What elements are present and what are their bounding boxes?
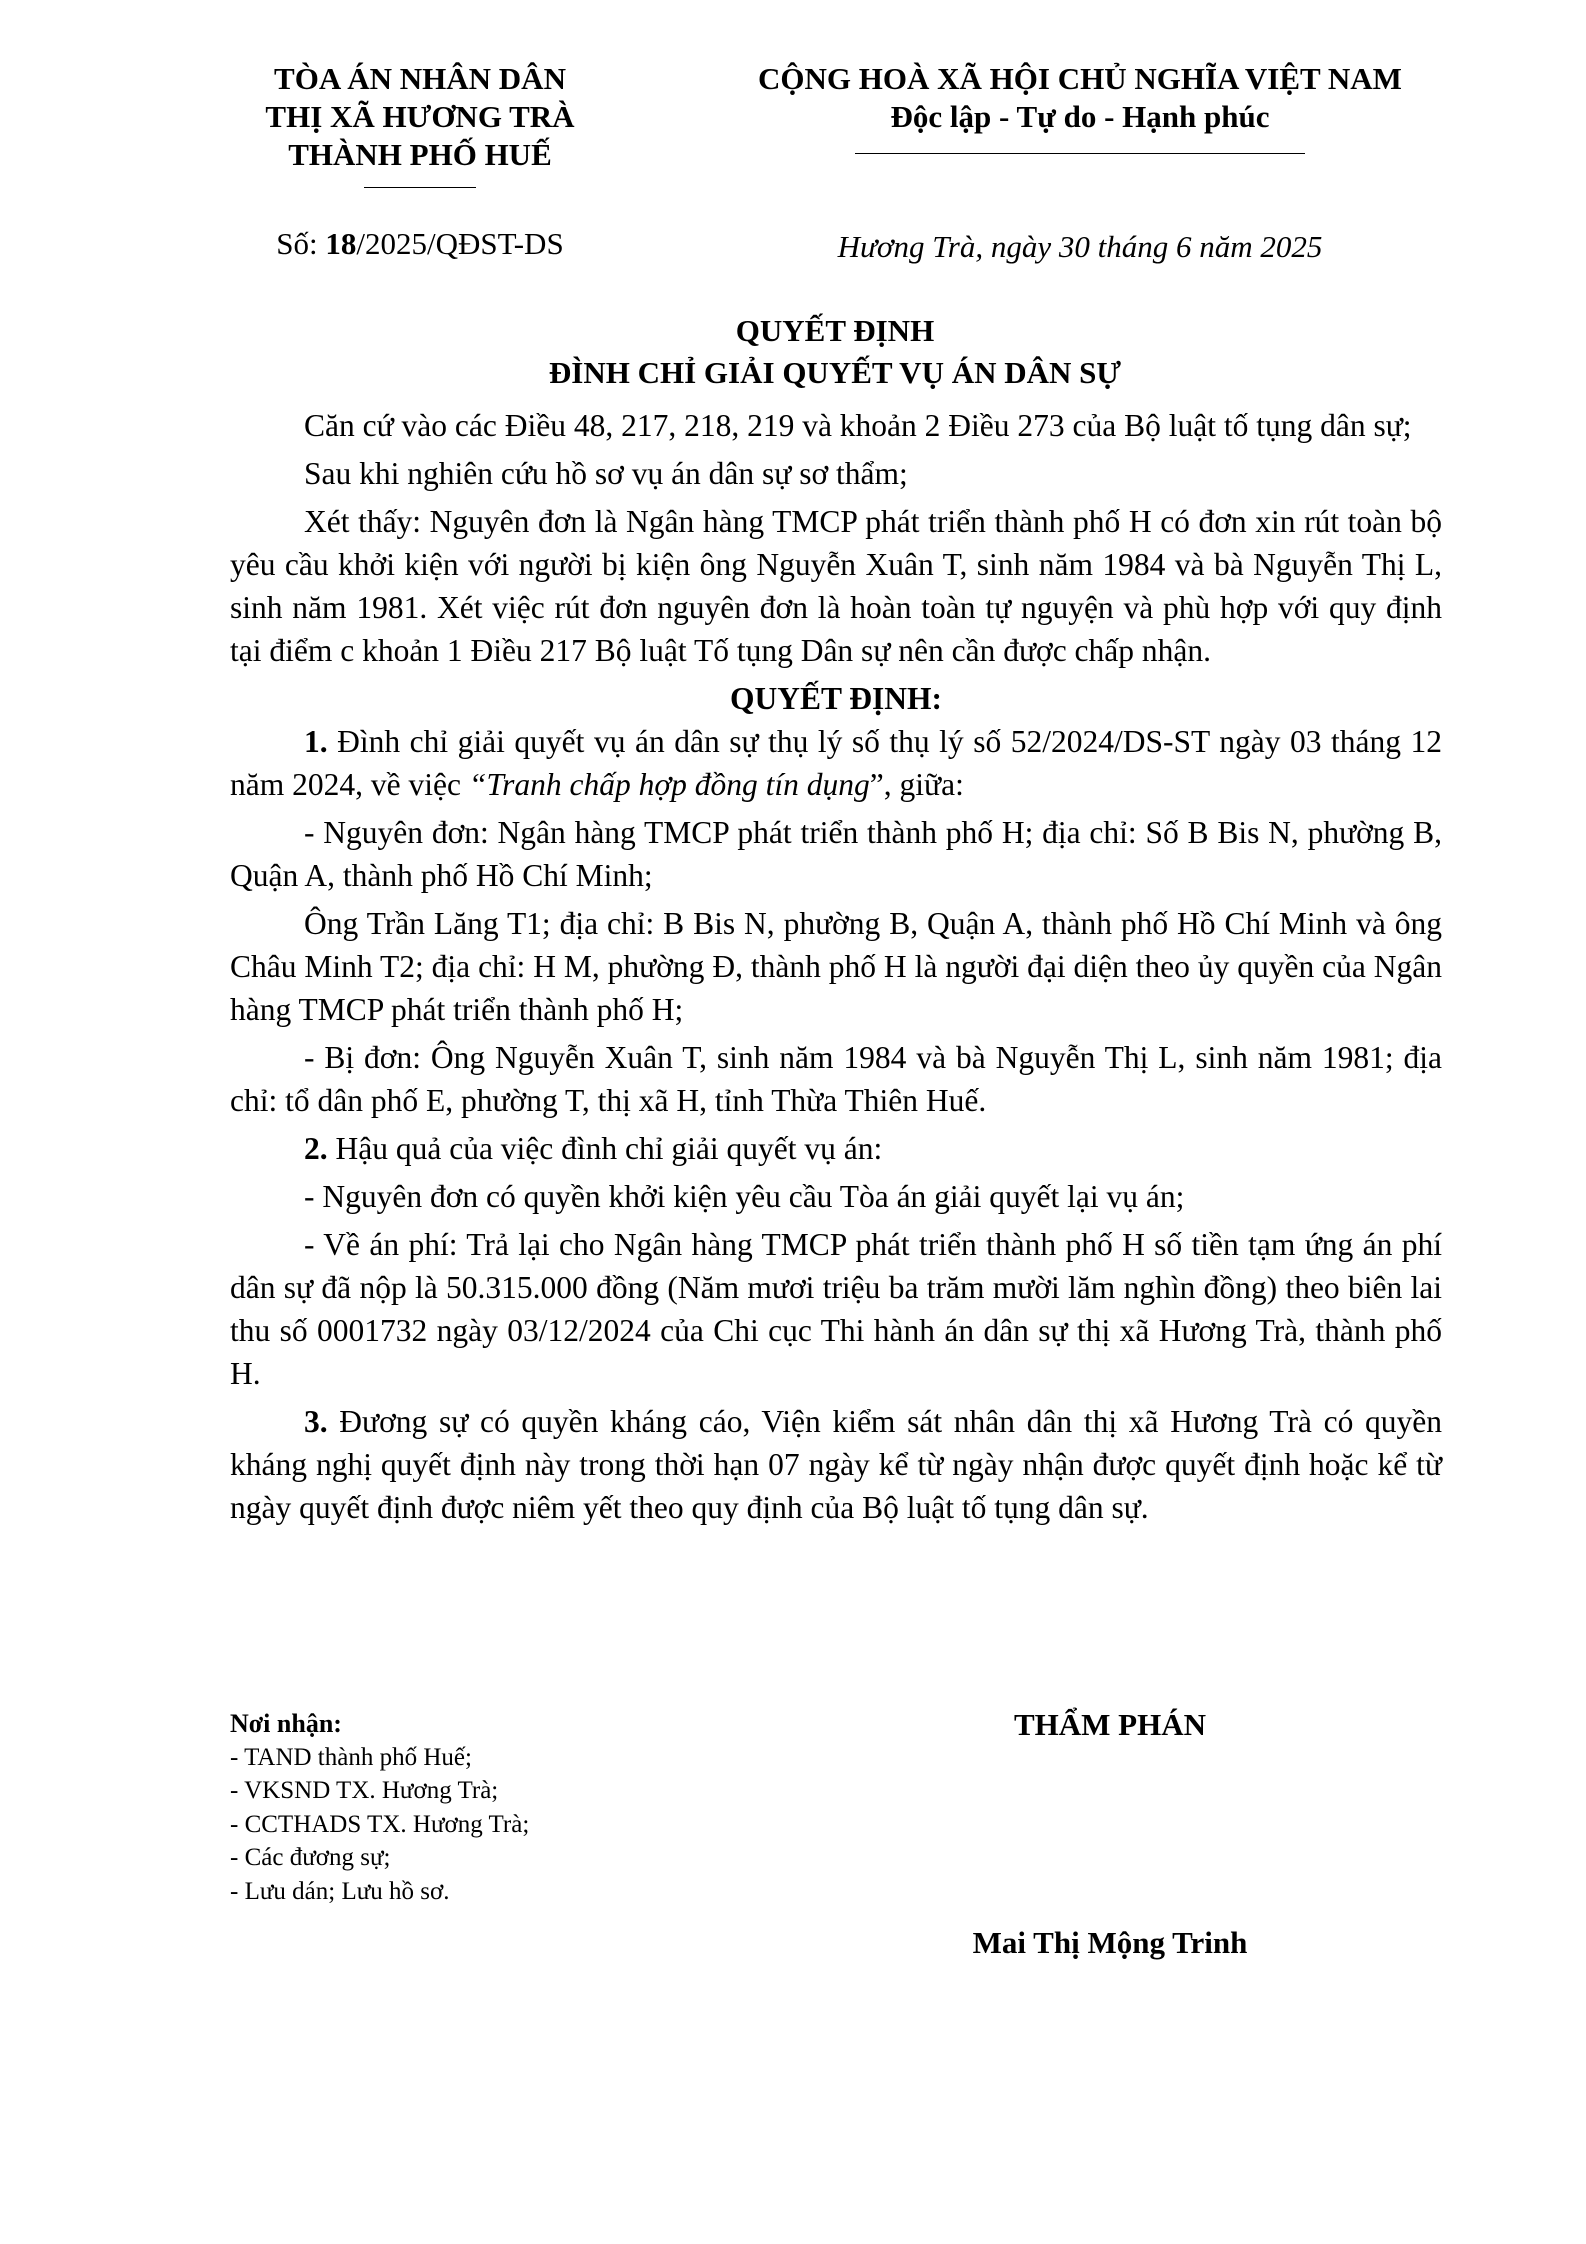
court-name-line-3: THÀNH PHỐ HUẾ	[288, 137, 552, 172]
right-to-resue-paragraph: - Nguyên đơn có quyền khởi kiện yêu cầu Tòa án giải quyết lại vụ án;	[304, 1179, 1185, 1214]
item-1-text-b: ”, giữa:	[869, 767, 964, 802]
plaintiff-paragraph: - Nguyên đơn: Ngân hàng TMCP phát triển thành phố H; địa chỉ: Số B Bis N, phường B, Quận A, thành phố Hồ Chí Minh;	[230, 815, 1442, 893]
title-line-1: QUYẾT ĐỊNH	[735, 313, 935, 348]
court-header-divider	[364, 187, 476, 188]
recipient-item: - Các đương sự;	[230, 1844, 391, 1871]
national-header	[690, 60, 1470, 154]
document-body	[230, 404, 1442, 1534]
document-number	[200, 225, 640, 263]
decision-item-2	[230, 1127, 1442, 1170]
document-number-suffix: /2025/QĐST-DS	[356, 226, 564, 261]
national-motto: Độc lập - Tự do - Hạnh phúc	[890, 99, 1270, 134]
review-paragraph: Sau khi nghiên cứu hồ sơ vụ án dân sự sơ thẩm;	[304, 456, 908, 491]
item-2-text: Hậu quả của việc đình chỉ giải quyết vụ án:	[327, 1131, 883, 1166]
defendant-paragraph: - Bị đơn: Ông Nguyễn Xuân T, sinh năm 1984 và bà Nguyễn Thị L, sinh năm 1981; địa chỉ: tổ dân phố E, phường T, thị xã H, tỉnh Thừa Thiên Huế.	[230, 1040, 1442, 1118]
document-number-value: 18	[325, 226, 357, 261]
recipients-label: Nơi nhận:	[230, 1709, 342, 1738]
item-3-number: 3.	[304, 1404, 328, 1439]
document-number-prefix: Số:	[276, 226, 326, 261]
recipient-item: - CCTHADS TX. Hương Trà;	[230, 1810, 530, 1838]
item-2-number: 2.	[304, 1131, 328, 1166]
document-title	[230, 310, 1440, 394]
signer-title: THẨM PHÁN	[1013, 1707, 1206, 1742]
court-header	[200, 60, 640, 188]
item-3-text: Đương sự có quyền kháng cáo, Viện kiểm sát nhân dân thị xã Hương Trà có quyền kháng nghị quyết định này trong thời hạn 07 ngày kể từ ngày nhận được quyết định hoặc kể từ ngày quyết định được niêm yết theo quy định của Bộ luật tố tụng dân sự.	[230, 1404, 1442, 1525]
place-and-date: Hương Trà, ngày 30 tháng 6 năm 2025	[837, 229, 1323, 264]
decision-item-3	[230, 1400, 1442, 1529]
signer-name: Mai Thị Mộng Trinh	[972, 1925, 1248, 1960]
findings-paragraph: Xét thấy: Nguyên đơn là Ngân hàng TMCP phát triển thành phố H có đơn xin rút toàn bộ yêu cầu khởi kiện với người bị kiện ông Nguyễn Xuân T, sinh năm 1984 và bà Nguyễn Thị L, sinh năm 1981. Xét việc rút đơn nguyên đơn là hoàn toàn tự nguyện và phù hợp với quy định tại điểm c khoản 1 Điều 217 Bộ luật Tố tụng Dân sự nên cần được chấp nhận.	[230, 504, 1442, 668]
court-fee-paragraph: - Về án phí: Trả lại cho Ngân hàng TMCP phát triển thành phố H số tiền tạm ứng án phí dân sự đã nộp là 50.315.000 đồng (Năm mươi triệu ba trăm mười lăm nghìn đồng) theo biên lai thu số 0001732 ngày 03/12/2024 của Chi cục Thi hành án dân sự thị xã Hương Trà, thành phố H.	[230, 1227, 1442, 1391]
item-1-number: 1.	[304, 724, 328, 759]
recipients-list	[230, 1707, 750, 1908]
decision-heading: QUYẾT ĐỊNH:	[729, 681, 943, 716]
case-type: “Tranh chấp hợp đồng tín dụng	[468, 767, 870, 802]
item-1-text-a: Đình chỉ giải quyết vụ án dân sự thụ lý số thụ lý số 52/2024/DS-ST ngày 03 tháng 12 năm 2024, về việc	[230, 724, 1442, 802]
court-name-line-2: THỊ XÃ HƯƠNG TRÀ	[265, 99, 575, 134]
recipient-item: - TAND thành phố Huế;	[230, 1743, 472, 1771]
recipient-item: - VKSND TX. Hương Trà;	[230, 1777, 499, 1804]
national-title: CỘNG HOÀ XÃ HỘI CHỦ NGHĨA VIỆT NAM	[758, 61, 1402, 96]
title-line-2: ĐÌNH CHỈ GIẢI QUYẾT VỤ ÁN DÂN SỰ	[548, 355, 1122, 390]
national-header-divider	[855, 153, 1305, 154]
court-name-line-1: TÒA ÁN NHÂN DÂN	[274, 61, 566, 96]
recipient-item: - Lưu dán; Lưu hồ sơ.	[230, 1877, 450, 1905]
legal-basis-paragraph: Căn cứ vào các Điều 48, 217, 218, 219 và khoản 2 Điều 273 của Bộ luật tố tụng dân sự;	[304, 408, 1412, 443]
decision-item-1	[230, 720, 1442, 806]
representative-paragraph: Ông Trần Lăng T1; địa chỉ: B Bis N, phường B, Quận A, thành phố Hồ Chí Minh và ông Châu Minh T2; địa chỉ: H M, phường Đ, thành phố H là người đại diện theo ủy quyền của Ngân hàng TMCP phát triển thành phố H;	[230, 906, 1442, 1027]
